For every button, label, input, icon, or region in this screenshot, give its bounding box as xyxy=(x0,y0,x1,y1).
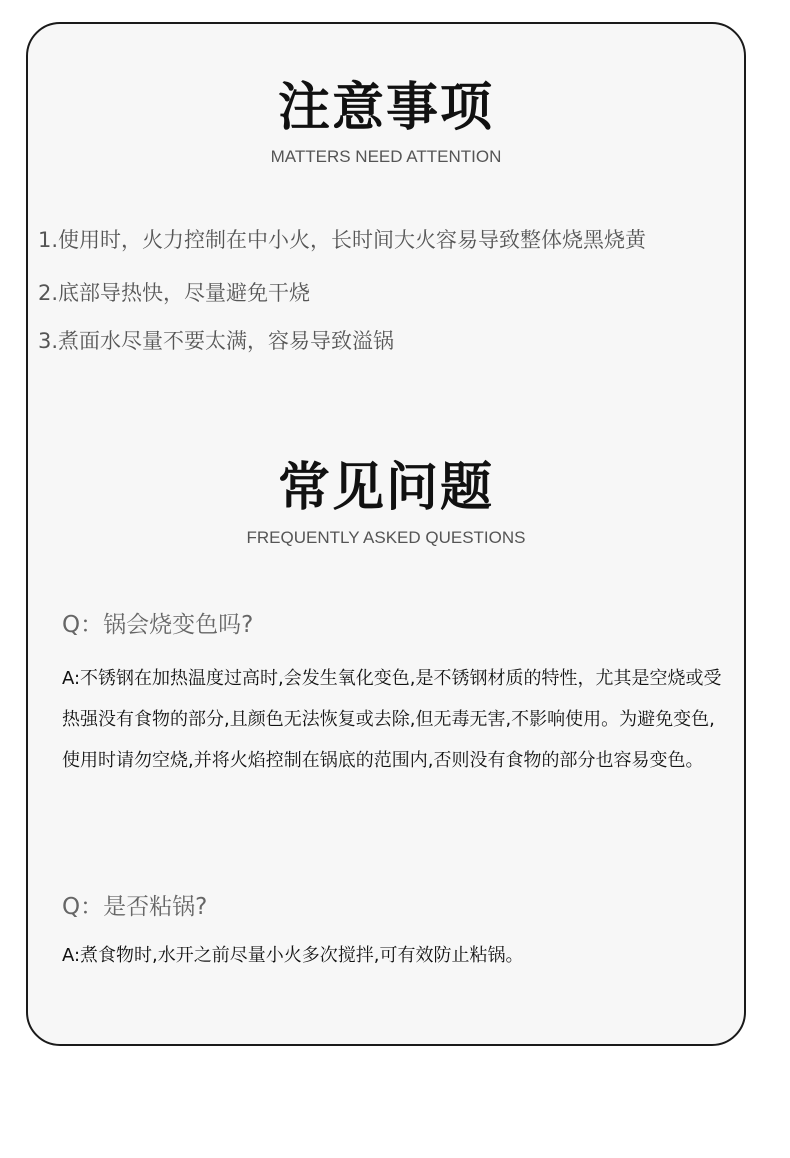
faq-title: 常见问题 xyxy=(277,458,494,518)
faq-subtitle: FREQUENTLY ASKED QUESTIONS xyxy=(246,528,526,547)
faq-question-1: Q：锅会烧变色吗? xyxy=(62,612,254,638)
faq-answer-2: A:煮食物时,水开之前尽量小火多次搅拌,可有效防止粘锅。 xyxy=(62,945,524,966)
faq-answer-1: A:不锈钢在加热温度过高时,会发生氧化变色,是不锈钢材质的特性，尤其是空烧或受热强没有食物的部分,且颜色无法恢复或去除,但无毒无害,不影响使用。为避免变色,使用时请勿空烧,并将火焰控制在锅底的范围内,否则没有食物的部分也容易变色。 xyxy=(62,668,722,771)
content-card xyxy=(26,22,746,1046)
notice-item-3: 3.煮面水尽量不要太满，容易导致溢锅 xyxy=(38,329,395,353)
notice-subtitle: MATTERS NEED ATTENTION xyxy=(270,147,502,166)
notice-title: 注意事项 xyxy=(277,78,494,138)
faq-question-2: Q：是否粘锅? xyxy=(62,894,208,920)
notice-item-1: 1.使用时，火力控制在中小火，长时间大火容易导致整体烧黑烧黄 xyxy=(38,228,647,252)
notice-item-2: 2.底部导热快，尽量避免干烧 xyxy=(38,281,311,305)
